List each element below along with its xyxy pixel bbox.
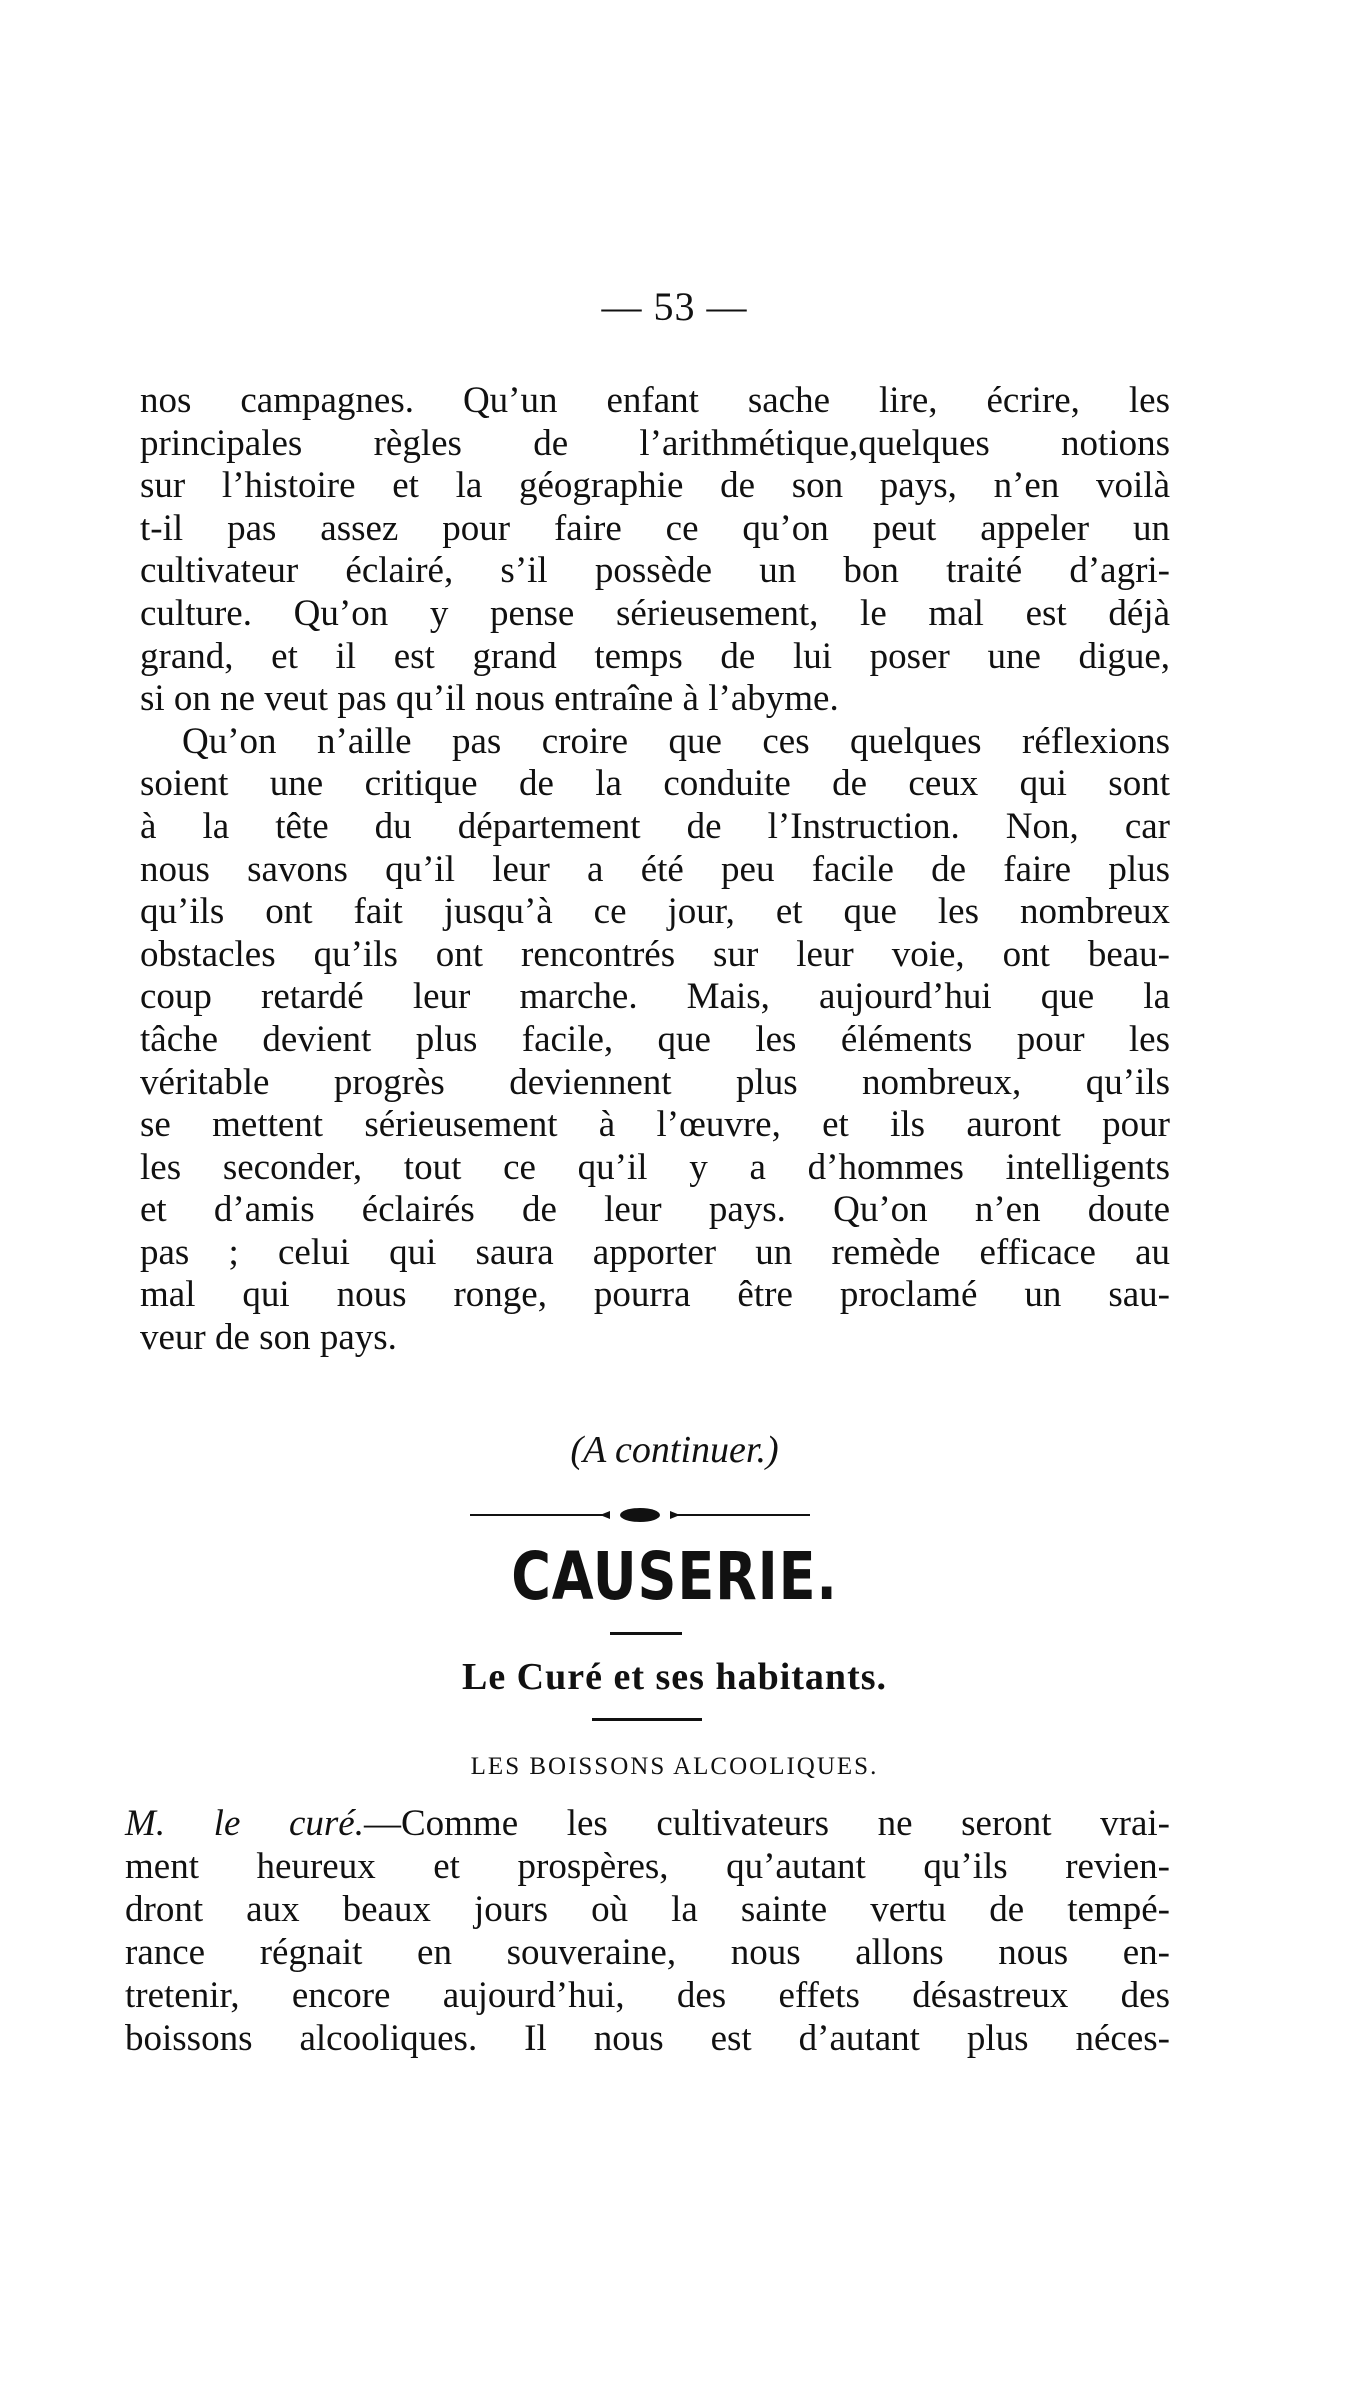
dialogue-text: —Comme les cultivateurs ne seront vrai- [363, 1803, 1170, 1844]
text-line: qu’ils ont fait jusqu’à ce jour, et que les nombreux [140, 891, 1170, 933]
text-line [125, 1802, 1170, 1845]
text-line: nous savons qu’il leur a été peu facile de faire plus [140, 848, 1170, 890]
speaker-name: M. le curé. [125, 1803, 364, 1844]
text-line: et d’amis éclairés de leur pays. Qu’on n’en doute [140, 1189, 1170, 1231]
text-line: obstacles qu’ils ont rencontrés sur leur voie, ont beau- [140, 933, 1170, 975]
text-line: véritable progrès deviennent plus nombreux, qu’ils [140, 1061, 1170, 1103]
short-rule [592, 1718, 702, 1721]
text-line: si on ne veut pas qu’il nous entraîne à l’abyme. [140, 678, 839, 720]
text-line: rance régnait en souveraine, nous allons nous en- [125, 1932, 1170, 1973]
text-line: tretenir, encore aujourd’hui, des effets désastreux des [125, 1975, 1170, 2016]
text-line: coup retardé leur marche. Mais, aujourd’hui que la [140, 976, 1170, 1018]
text-line: Qu’on n’aille pas croire que ces quelques réflexions [182, 720, 1170, 762]
text-line: tâche devient plus facile, que les éléments pour les [140, 1018, 1170, 1060]
subtitle: Le Curé et ses habitants. [461, 1656, 888, 1698]
text-line: culture. Qu’on y pense sérieusement, le mal est déjà [140, 592, 1170, 634]
dialogue-body [125, 1802, 1170, 2060]
ornament-divider [470, 1505, 810, 1525]
text-line: ment heureux et prospères, qu’autant qu’ils revien- [125, 1846, 1170, 1887]
text-line: principales règles de l’arithmétique,quelques notions [140, 422, 1170, 464]
text-line: pas ; celui qui saura apporter un remède efficace au [140, 1231, 1170, 1273]
text-line: veur de son pays. [140, 1317, 397, 1359]
text-line: se mettent sérieusement à l’œuvre, et ils auront pour [140, 1104, 1170, 1146]
short-rule [610, 1632, 682, 1635]
text-line: boissons alcooliques. Il nous est d’autant plus néces- [125, 2018, 1170, 2059]
text-line: à la tête du département de l’Instruction. Non, car [140, 805, 1170, 847]
article-body [140, 380, 1170, 1360]
text-line: sur l’histoire et la géographie de son pays, n’en voilà [140, 465, 1170, 507]
topic-title: LES BOISSONS ALCOOLIQUES. [470, 1753, 879, 1780]
text-line: mal qui nous ronge, pourra être proclamé un sau- [140, 1274, 1170, 1316]
text-line: soient une critique de la conduite de ceux qui sont [140, 763, 1170, 805]
continuation-note: (A continuer.) [570, 1429, 779, 1471]
text-line: dront aux beaux jours où la sainte vertu de tempé- [125, 1889, 1170, 1930]
text-line: grand, et il est grand temps de lui poser une digue, [140, 635, 1170, 677]
section-heading: CAUSERIE. [511, 1538, 838, 1615]
text-line: les seconder, tout ce qu’il y a d’hommes intelligents [140, 1146, 1170, 1188]
text-line: t-il pas assez pour faire ce qu’on peut appeler un [140, 507, 1170, 549]
page-number: — 53 — [601, 284, 748, 329]
text-line: cultivateur éclairé, s’il possède un bon traité d’agri- [140, 550, 1170, 592]
text-line: nos campagnes. Qu’un enfant sache lire, écrire, les [140, 380, 1170, 421]
